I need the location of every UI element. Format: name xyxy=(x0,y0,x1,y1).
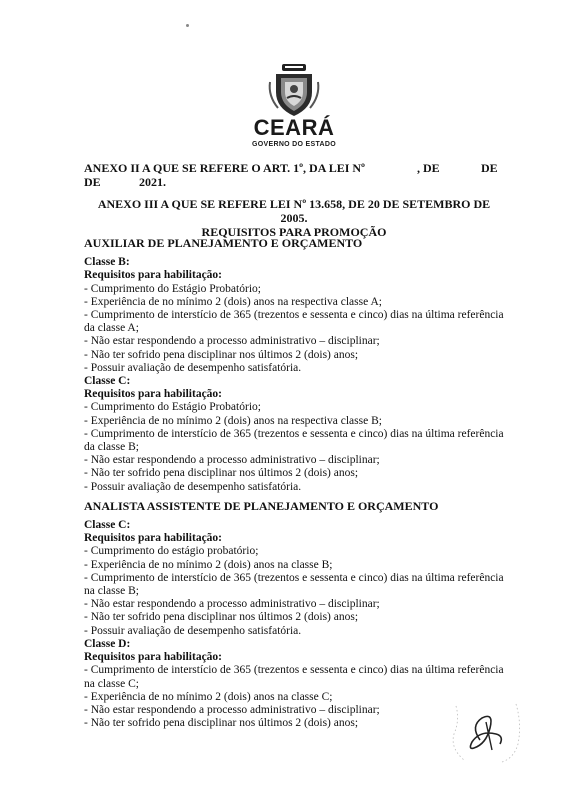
requirement-item: - Não ter sofrido pena disciplinar nos últimos 2 (dois) anos; xyxy=(84,467,359,480)
requirement-item: - Experiência de no mínimo 2 (dois) anos na classe B; xyxy=(84,558,333,571)
requirements-label: Requisitos para habilitação: xyxy=(84,388,223,401)
requirements-label: Requisitos para habilitação: xyxy=(84,651,223,664)
requirement-item: - Não estar respondendo a processo administrativo – disciplinar; xyxy=(84,454,380,467)
requirement-item: - Não estar respondendo a processo administrativo – disciplinar; xyxy=(84,703,380,716)
requirement-item: - Não estar respondendo a processo administrativo – disciplinar; xyxy=(84,598,380,611)
brand-name: CEARÁ xyxy=(253,115,335,140)
annex-ii-year: 2021. xyxy=(139,175,166,189)
class-label: Classe D: xyxy=(84,637,131,650)
scan-speck xyxy=(186,24,189,27)
brand-block xyxy=(236,116,352,149)
requirements-label: Requisitos para habilitação: xyxy=(84,269,223,282)
class-label: Classe B: xyxy=(84,256,130,269)
section-title: AUXILIAR DE PLANEJAMENTO E ORÇAMENTO xyxy=(84,236,363,250)
requirement-item: - Possuir avaliação de desempenho satisfatória. xyxy=(84,480,302,493)
annex-ii-text: ANEXO II A QUE SE REFERE O ART. 1º, DA LEI Nº xyxy=(84,161,366,175)
requirement-item: - Possuir avaliação de desempenho satisfatória. xyxy=(84,361,302,374)
annex-iii-heading xyxy=(84,197,504,239)
document-body xyxy=(84,237,504,730)
requirements-label: Requisitos para habilitação: xyxy=(84,532,223,545)
annex-iii-line-2: REQUISITOS PARA PROMOÇÃO xyxy=(201,225,387,239)
requirement-item: - Não ter sofrido pena disciplinar nos últimos 2 (dois) anos; xyxy=(84,717,359,730)
requirement-item: - Cumprimento de interstício de 365 (trezentos e sessenta e cinco) dias na última referência na classe B; xyxy=(84,571,504,598)
requirement-item: - Cumprimento do estágio probatório; xyxy=(84,545,259,558)
requirement-item: - Experiência de no mínimo 2 (dois) anos na respectiva classe B; xyxy=(84,414,382,427)
requirement-item: - Possuir avaliação de desempenho satisfatória. xyxy=(84,624,302,637)
annex-ii-heading xyxy=(84,161,504,189)
requirement-item: - Não ter sofrido pena disciplinar nos últimos 2 (dois) anos; xyxy=(84,611,359,624)
annex-ii-date-de: , DE xyxy=(417,161,440,175)
requirement-item: - Experiência de no mínimo 2 (dois) anos na classe C; xyxy=(84,690,333,703)
signature-icon xyxy=(446,700,526,764)
annex-iii-line-1: ANEXO III A QUE SE REFERE LEI Nº 13.658, DE 20 DE SETEMBRO DE 2005. xyxy=(97,197,491,225)
requirement-item: - Cumprimento do Estágio Probatório; xyxy=(84,401,261,414)
requirement-item: - Não ter sofrido pena disciplinar nos últimos 2 (dois) anos; xyxy=(84,348,359,361)
brand-subtitle: GOVERNO DO ESTADO xyxy=(252,141,336,148)
requirement-item: - Não estar respondendo a processo administrativo – disciplinar; xyxy=(84,335,380,348)
requirement-item: - Cumprimento de interstício de 365 (trezentos e sessenta e cinco) dias na última referência da classe B; xyxy=(84,427,504,454)
requirement-item: - Cumprimento do Estágio Probatório; xyxy=(84,282,261,295)
requirement-item: - Cumprimento de interstício de 365 (trezentos e sessenta e cinco) dias na última referência na classe C; xyxy=(84,664,504,690)
class-label: Classe C: xyxy=(84,375,131,388)
section-title: ANALISTA ASSISTENTE DE PLANEJAMENTO E ORÇAMENTO xyxy=(84,498,439,513)
coat-of-arms-icon xyxy=(264,62,324,118)
annex-ii-month-de: DE xyxy=(481,161,498,175)
annex-ii-year-de: DE xyxy=(84,175,101,189)
class-label: Classe C: xyxy=(84,519,131,532)
requirement-item: - Cumprimento de interstício de 365 (trezentos e sessenta e cinco) dias na última referência da classe A; xyxy=(84,309,504,335)
requirement-item: - Experiência de no mínimo 2 (dois) anos na respectiva classe A; xyxy=(84,295,382,308)
